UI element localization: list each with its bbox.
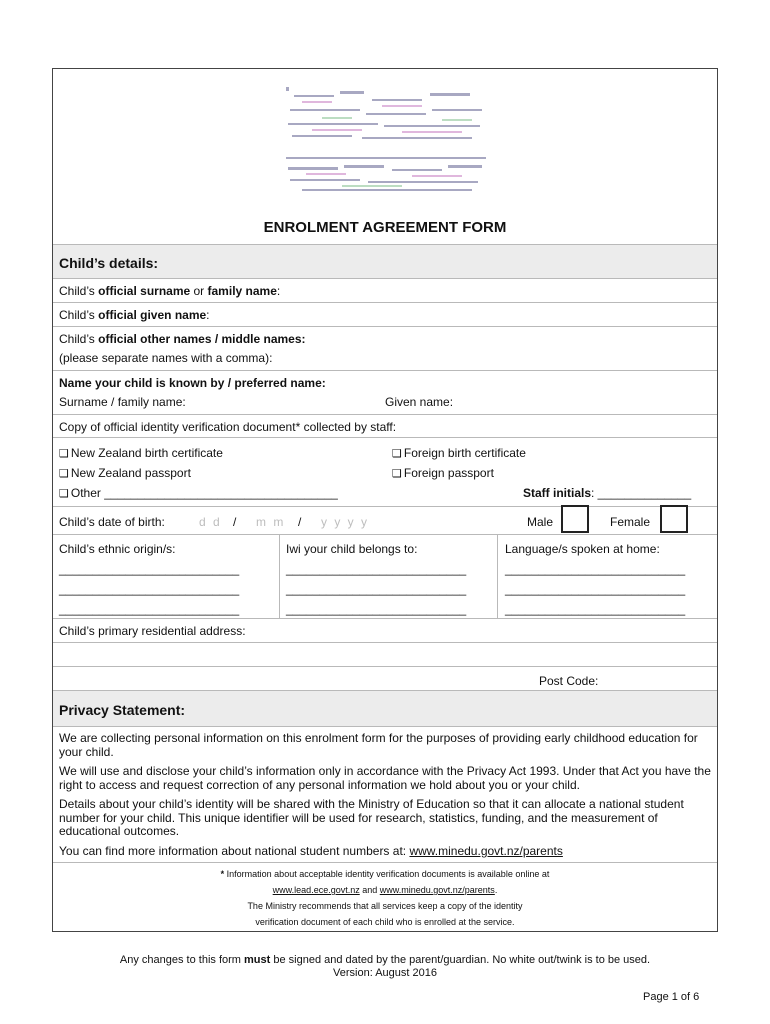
staff-initials-field[interactable]: Staff initials: ______________ [523,486,692,500]
dob-separator: / [298,515,302,529]
iwi-line[interactable]: ___________________________ [286,562,467,576]
female-label: Female [610,515,651,529]
given-name-field-row[interactable] [53,303,717,327]
preferred-given-name-label: Given name: [385,395,454,409]
dob-label: Child’s date of birth: [59,515,165,529]
form-header [53,69,717,245]
footnote [53,863,717,931]
identity-document-label: Copy of official identity verification document* collected by staff: [59,420,397,434]
iwi-label: Iwi your child belongs to: [286,542,418,556]
address-label-row[interactable] [53,619,717,643]
checkbox-foreign-passport[interactable]: ❑ Foreign passport [392,466,494,480]
childs-details-section-header [53,245,717,279]
post-code-row[interactable] [53,667,717,691]
privacy-paragraph: Details about your child’s identity will be shared with the Ministry of Education so that it can allocate a national student number for your child. This unique identifier will be used for research, statistics, funding, and the measurement of educational outcomes. [59,797,684,838]
language-line[interactable]: ___________________________ [505,602,686,616]
checkbox-icon: ❑ [59,487,69,500]
iwi-line[interactable]: ___________________________ [286,582,467,596]
iwi-line[interactable]: ___________________________ [286,602,467,616]
footnote-line: * Information about acceptable identity verification documents is available online at [220,869,550,879]
minedu-parents-link[interactable]: www.minedu.govt.nz/parents [409,844,563,858]
checkbox-nz-birth-certificate[interactable]: ❑ New Zealand birth certificate [59,446,223,460]
checkbox-icon: ❑ [59,447,69,460]
footnote-line: www.lead.ece.govt.nz and www.minedu.govt.nz/parents. [272,885,498,895]
dob-separator: / [233,515,237,529]
column-divider [279,535,280,619]
ethnicity-iwi-language-row [53,535,717,619]
identity-document-row [53,415,717,507]
given-name-label: Child’s official given name: [59,308,210,322]
version-label: Version: August 2016 [333,967,437,979]
privacy-section-header [53,691,717,727]
male-checkbox[interactable] [561,505,589,533]
privacy-paragraph: We will use and disclose your child’s information only in accordance with the Privacy Act 1993. Under that Act you have the right to access and request correction of any personal information we hold about you or your child. [59,764,711,792]
other-names-label: Child’s official other names / middle names: [59,332,306,346]
enrolment-form [52,68,718,932]
dob-month-input[interactable]: m m [256,515,286,529]
checkbox-icon: ❑ [392,447,402,460]
checkbox-other[interactable]: ❑ Other ___________________________________ [59,486,338,500]
other-names-note: (please separate names with a comma): [59,351,273,365]
surname-label: Child’s official surname or family name: [59,284,281,298]
footnote-line: The Ministry recommends that all services keep a copy of the identity [247,901,523,911]
address-line-row[interactable] [53,643,717,667]
other-names-field-row[interactable] [53,327,717,371]
dob-gender-row [53,507,717,535]
checkbox-icon: ❑ [392,467,402,480]
dob-day-input[interactable]: d d [199,515,222,529]
ethnic-origin-line[interactable]: ___________________________ [59,602,240,616]
dob-year-input[interactable]: y y y y [321,515,370,529]
childs-details-heading: Child’s details: [59,255,159,271]
privacy-heading: Privacy Statement: [59,702,186,718]
minedu-parents-link[interactable]: www.minedu.govt.nz/parents [379,885,495,895]
surname-field-row[interactable] [53,279,717,303]
post-code-label: Post Code: [539,674,599,688]
changes-notice: Any changes to this form must be signed and dated by the parent/guardian. No white out/twink is to be used. [119,954,651,966]
divider [53,437,717,438]
form-title: ENROLMENT AGREEMENT FORM [263,219,507,236]
ethnic-origin-line[interactable]: ___________________________ [59,562,240,576]
female-checkbox[interactable] [660,505,688,533]
service-logo-image [282,79,490,195]
privacy-paragraph: You can find more information about national student numbers at: www.minedu.govt.nz/parents [59,844,563,858]
lead-ece-link[interactable]: www.lead.ece.govt.nz [272,885,360,895]
privacy-paragraph: We are collecting personal information on this enrolment form for the purposes of providing early childhood education for your child. [59,731,698,759]
page-number: Page 1 of 6 [643,991,700,1003]
language-line[interactable]: ___________________________ [505,582,686,596]
male-label: Male [527,515,554,529]
checkbox-nz-passport[interactable]: ❑ New Zealand passport [59,466,191,480]
checkbox-foreign-birth-certificate[interactable]: ❑ Foreign birth certificate [392,446,526,460]
preferred-surname-label: Surname / family name: [59,395,186,409]
checkbox-icon: ❑ [59,467,69,480]
ethnic-origin-label: Child’s ethnic origin/s: [59,542,176,556]
language-line[interactable]: ___________________________ [505,562,686,576]
address-label: Child’s primary residential address: [59,624,246,638]
privacy-statement-body [53,727,717,863]
ethnic-origin-line[interactable]: ___________________________ [59,582,240,596]
language-label: Language/s spoken at home: [505,542,660,556]
preferred-name-row[interactable] [53,371,717,415]
footnote-line: verification document of each child who is enrolled at the service. [255,917,515,927]
column-divider [497,535,498,619]
preferred-name-heading: Name your child is known by / preferred name: [59,376,326,390]
